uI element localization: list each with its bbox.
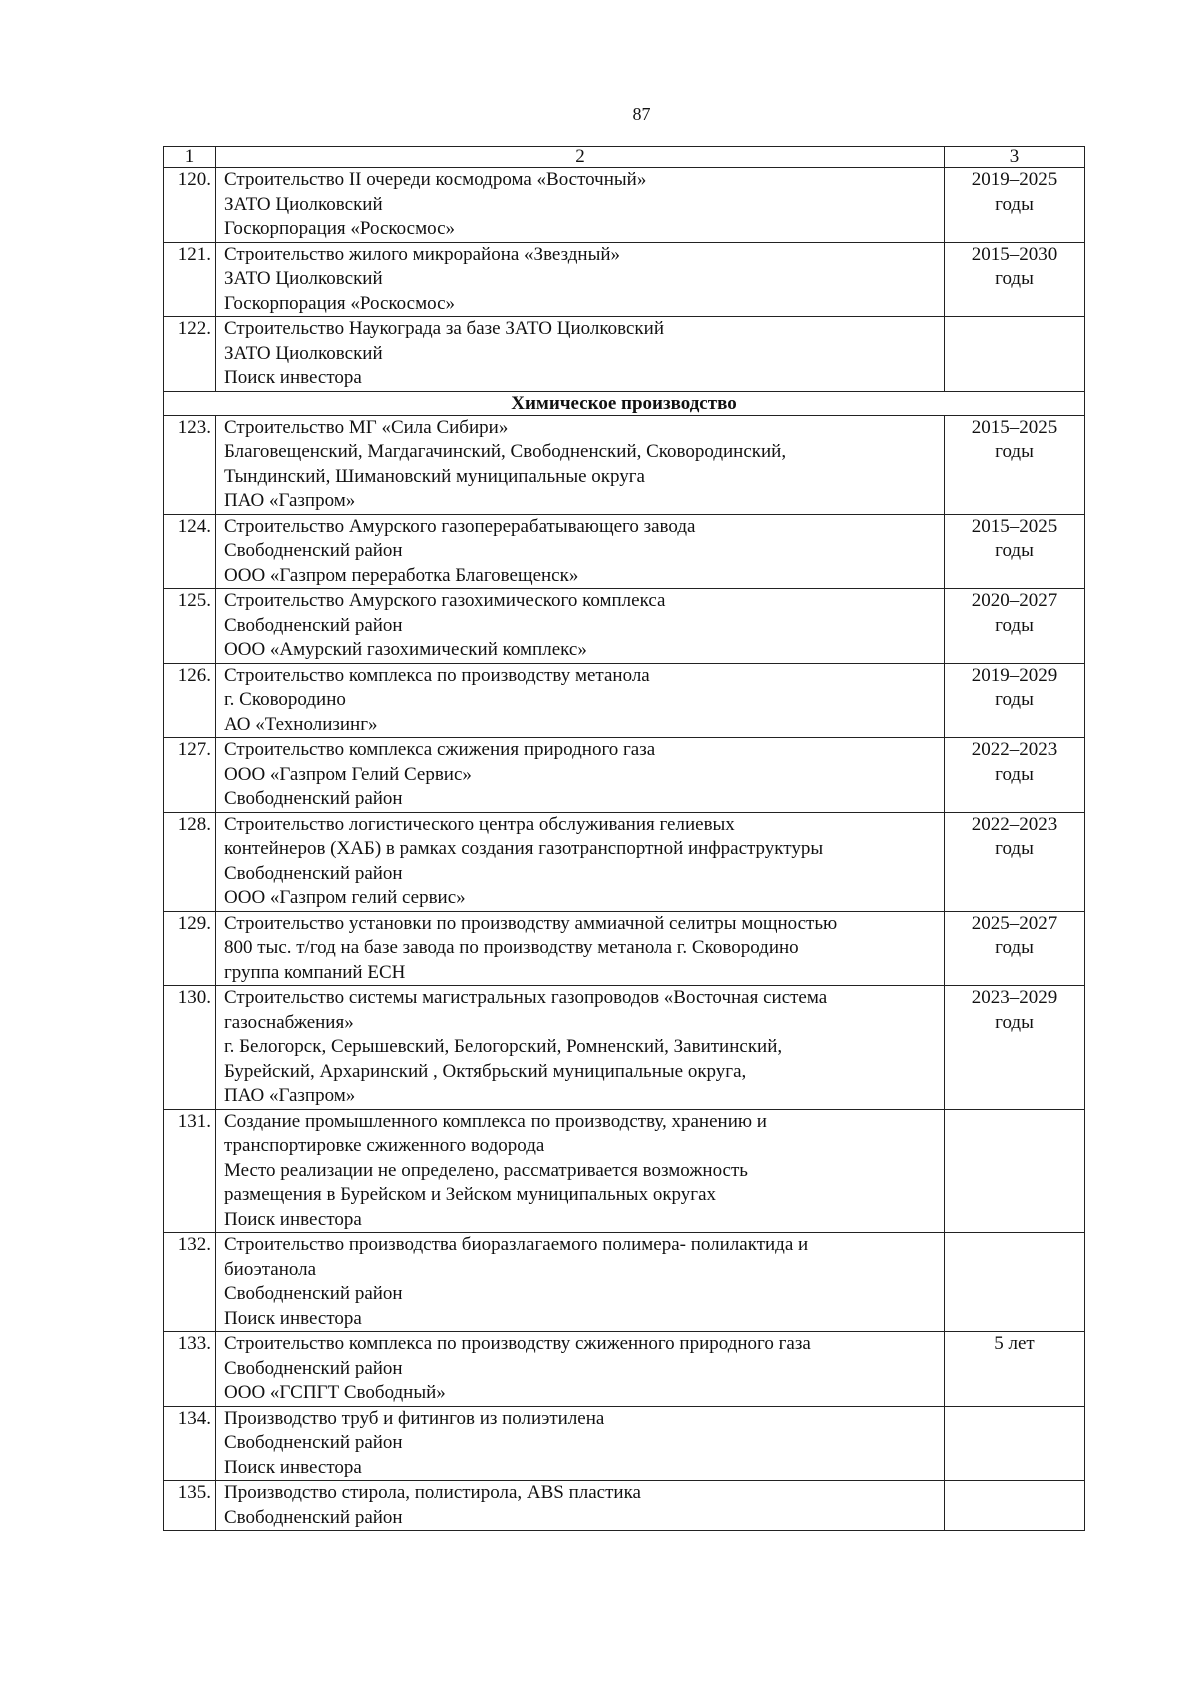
row-number: 132.: [164, 1233, 216, 1332]
project-description: [216, 1233, 945, 1332]
description-line: Благовещенский, Магдагачинский, Свободненский, Сковородинский,: [224, 441, 787, 462]
description-line: Строительство Амурского газохимического комплекса: [224, 590, 666, 611]
project-description: [216, 415, 945, 514]
description-line: Строительство логистического центра обслуживания гелиевых: [224, 813, 735, 835]
description-line: Поиск инвестора: [224, 1307, 362, 1329]
implementation-period: [945, 242, 1085, 317]
row-number: 125.: [164, 589, 216, 664]
description-line: Свободненский район: [224, 788, 403, 809]
row-number: 127.: [164, 738, 216, 813]
description-line: Строительство комплекса по производству метанола: [224, 664, 650, 686]
row-number: 123.: [164, 415, 216, 514]
period-line: 2022–2023: [971, 739, 1058, 760]
description-line: ЗАТО Циолковский: [224, 268, 383, 289]
implementation-period: [945, 911, 1085, 986]
description-line: ООО «Амурский газохимический комплекс»: [224, 639, 587, 660]
description-line: Строительство МГ «Сила Сибири»: [224, 416, 509, 438]
section-heading-row: [164, 391, 1085, 415]
description-line: Свободненский район: [224, 1432, 403, 1453]
description-line: ЗАТО Циолковский: [224, 342, 383, 364]
period-line: годы: [995, 540, 1034, 561]
period-line: 2015–2030: [971, 243, 1058, 265]
description-line: Строительство комплекса сжижения природного газа: [224, 739, 656, 760]
table-row: [164, 1233, 1085, 1332]
period-line: годы: [995, 268, 1034, 289]
period-line: 5 лет: [994, 1333, 1035, 1354]
period-line: 2025–2027: [971, 912, 1058, 934]
implementation-period: [945, 317, 1085, 392]
period-line: годы: [995, 689, 1034, 710]
description-line: Строительство II очереди космодрома «Восточный»: [224, 169, 647, 190]
project-description: [216, 242, 945, 317]
period-line: 2019–2025: [971, 169, 1058, 190]
column-header-2: 2: [216, 147, 945, 168]
column-header-1: 1: [164, 147, 216, 168]
section-title: Химическое производство: [164, 391, 1085, 415]
description-line: ПАО «Газпром»: [224, 490, 356, 511]
period-line: годы: [995, 193, 1034, 215]
implementation-period: [945, 812, 1085, 911]
description-line: ЗАТО Циолковский: [224, 193, 383, 215]
project-description: [216, 317, 945, 392]
description-line: 800 тыс. т/год на базе завода по производству метанола г. Сковородино: [224, 937, 799, 958]
row-number: 133.: [164, 1332, 216, 1407]
description-line: биоэтанола: [224, 1258, 317, 1280]
table-row: [164, 1109, 1085, 1233]
table-row: [164, 1406, 1085, 1481]
description-line: Строительство Амурского газоперерабатывающего завода: [224, 515, 696, 537]
description-line: Поиск инвестора: [224, 367, 362, 388]
period-line: 2019–2029: [971, 664, 1058, 686]
period-line: годы: [995, 763, 1034, 785]
project-description: [216, 1109, 945, 1233]
row-number: 130.: [164, 986, 216, 1110]
project-description: [216, 911, 945, 986]
description-line: Госкорпорация «Роскосмос»: [224, 292, 456, 314]
description-line: ООО «Газпром Гелий Сервис»: [224, 763, 472, 785]
table-row: [164, 317, 1085, 392]
row-number: 126.: [164, 663, 216, 738]
period-line: 2015–2025: [971, 416, 1058, 438]
project-description: [216, 1406, 945, 1481]
column-header-3: 3: [945, 147, 1085, 168]
table-row: [164, 168, 1085, 243]
implementation-period: [945, 663, 1085, 738]
period-line: 2020–2027: [971, 590, 1058, 611]
description-line: Строительство установки по производству аммиачной селитры мощностью: [224, 912, 838, 934]
project-description: [216, 986, 945, 1110]
description-line: г. Сковородино: [224, 689, 346, 710]
description-line: Свободненский район: [224, 1506, 403, 1528]
description-line: Место реализации не определено, рассматривается возможность: [224, 1159, 748, 1181]
description-line: группа компаний ЕСН: [224, 961, 406, 983]
implementation-period: [945, 1481, 1085, 1531]
description-line: Поиск инвестора: [224, 1208, 362, 1230]
table-row: [164, 1332, 1085, 1407]
implementation-period: [945, 1233, 1085, 1332]
project-description: [216, 514, 945, 589]
description-line: Свободненский район: [224, 540, 403, 561]
period-line: 2023–2029: [971, 987, 1058, 1008]
description-line: Свободненский район: [224, 1283, 403, 1304]
period-line: годы: [995, 1011, 1034, 1033]
project-description: [216, 1332, 945, 1407]
implementation-period: [945, 1406, 1085, 1481]
description-line: Производство стирола, полистирола, ABS пластика: [224, 1482, 641, 1503]
period-line: 2015–2025: [971, 515, 1058, 537]
table-row: [164, 514, 1085, 589]
implementation-period: [945, 738, 1085, 813]
row-number: 129.: [164, 911, 216, 986]
implementation-period: [945, 986, 1085, 1110]
description-line: Строительство жилого микрорайона «Звездный»: [224, 243, 621, 265]
description-line: Поиск инвестора: [224, 1456, 362, 1478]
table-row: [164, 589, 1085, 664]
project-description: [216, 1481, 945, 1531]
description-line: Бурейский, Архаринский , Октябрьский муниципальные округа,: [224, 1060, 747, 1082]
table-row: [164, 1481, 1085, 1531]
projects-table: [163, 146, 1085, 1531]
project-description: [216, 663, 945, 738]
description-line: Строительство производства биоразлагаемого полимера- полилактида и: [224, 1234, 809, 1255]
row-number: 120.: [164, 168, 216, 243]
description-line: Производство труб и фитингов из полиэтилена: [224, 1407, 605, 1429]
row-number: 122.: [164, 317, 216, 392]
description-line: АО «Технолизинг»: [224, 713, 378, 735]
row-number: 128.: [164, 812, 216, 911]
row-number: 135.: [164, 1481, 216, 1531]
description-line: Свободненский район: [224, 862, 403, 884]
row-number: 121.: [164, 242, 216, 317]
table-row: [164, 738, 1085, 813]
description-line: Свободненский район: [224, 614, 403, 636]
table-row: [164, 986, 1085, 1110]
description-line: Госкорпорация «Роскосмос»: [224, 218, 456, 239]
description-line: Строительство Наукограда за базе ЗАТО Циолковский: [224, 318, 664, 339]
implementation-period: [945, 1332, 1085, 1407]
implementation-period: [945, 415, 1085, 514]
table-row: [164, 415, 1085, 514]
description-line: ООО «Газпром гелий сервис»: [224, 887, 466, 908]
table-row: [164, 812, 1085, 911]
implementation-period: [945, 168, 1085, 243]
description-line: г. Белогорск, Серышевский, Белогорский, Ромненский, Завитинский,: [224, 1036, 783, 1057]
project-description: [216, 738, 945, 813]
row-number: 124.: [164, 514, 216, 589]
description-line: Свободненский район: [224, 1357, 403, 1379]
implementation-period: [945, 514, 1085, 589]
description-line: газоснабжения»: [224, 1011, 354, 1033]
column-header-row: [164, 147, 1085, 168]
implementation-period: [945, 589, 1085, 664]
period-line: годы: [995, 937, 1034, 958]
project-description: [216, 812, 945, 911]
description-line: ПАО «Газпром»: [224, 1085, 356, 1106]
table-row: [164, 242, 1085, 317]
period-line: годы: [995, 614, 1034, 636]
project-description: [216, 589, 945, 664]
description-line: ООО «Газпром переработка Благовещенск»: [224, 564, 579, 586]
implementation-period: [945, 1109, 1085, 1233]
description-line: контейнеров (ХАБ) в рамках создания газотранспортной инфраструктуры: [224, 838, 824, 859]
description-line: Тындинский, Шимановский муниципальные округа: [224, 465, 645, 487]
project-description: [216, 168, 945, 243]
table-row: [164, 663, 1085, 738]
description-line: ООО «ГСПГТ Свободный»: [224, 1382, 446, 1403]
description-line: Строительство системы магистральных газопроводов «Восточная система: [224, 987, 828, 1008]
period-line: 2022–2023: [971, 813, 1058, 835]
description-line: транспортировке сжиженного водорода: [224, 1135, 545, 1156]
period-line: годы: [995, 441, 1034, 462]
description-line: Создание промышленного комплекса по производству, хранению и: [224, 1110, 767, 1132]
description-line: Строительство комплекса по производству сжиженного природного газа: [224, 1333, 811, 1354]
period-line: годы: [995, 838, 1034, 859]
page-number: 87: [632, 104, 651, 124]
row-number: 131.: [164, 1109, 216, 1233]
description-line: размещения в Бурейском и Зейском муниципальных округах: [224, 1184, 717, 1205]
table-row: [164, 911, 1085, 986]
row-number: 134.: [164, 1406, 216, 1481]
